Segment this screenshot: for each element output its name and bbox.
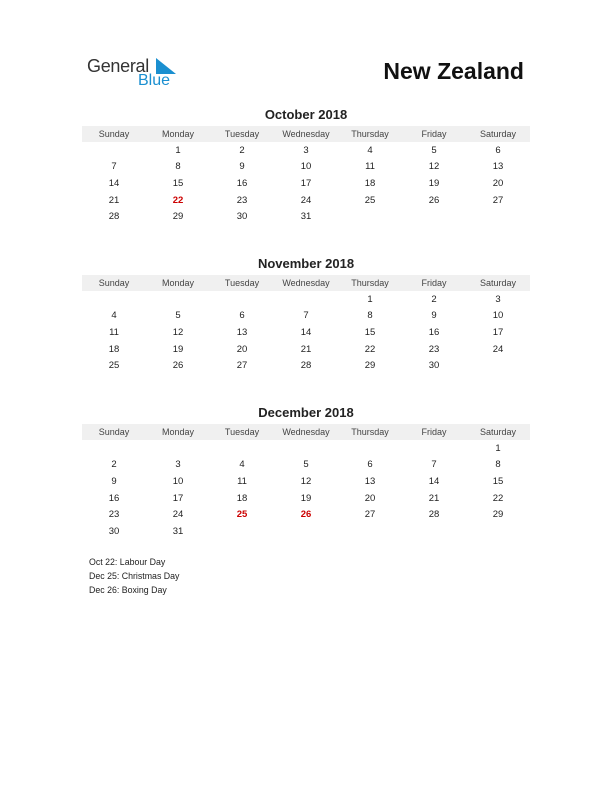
date-cell: 10 xyxy=(172,475,184,487)
date-cell: 23 xyxy=(428,343,440,355)
date-cell: 5 xyxy=(303,459,309,471)
date-cell: 1 xyxy=(367,293,373,305)
logo-text-blue: Blue xyxy=(138,72,171,89)
date-cell: 22 xyxy=(492,492,504,504)
date-cell: 20 xyxy=(236,343,248,355)
date-cell: 26 xyxy=(172,360,184,372)
weekday-label: Tuesday xyxy=(224,278,260,288)
holiday-date-cell: 22 xyxy=(172,194,184,206)
week-row xyxy=(82,457,530,474)
date-cell: 25 xyxy=(364,194,376,206)
date-cell: 11 xyxy=(109,326,119,338)
date-cell: 24 xyxy=(172,509,184,521)
date-cell: 30 xyxy=(108,525,120,537)
date-cell: 13 xyxy=(236,326,248,338)
month-calendar-november xyxy=(82,256,530,374)
weekday-label: Sunday xyxy=(98,278,130,288)
date-cell: 23 xyxy=(236,194,248,206)
date-cell: 27 xyxy=(364,509,376,521)
date-cell: 23 xyxy=(108,509,120,521)
weekday-label: Wednesday xyxy=(282,278,330,288)
date-cell: 13 xyxy=(492,161,504,173)
date-cell: 27 xyxy=(492,194,504,206)
week-row xyxy=(82,357,530,374)
date-cell: 11 xyxy=(237,475,247,487)
date-cell: 2 xyxy=(431,293,437,305)
date-cell: 25 xyxy=(108,360,120,372)
date-cell: 5 xyxy=(431,144,437,156)
week-row xyxy=(82,490,530,507)
weekday-label: Sunday xyxy=(98,129,130,139)
month-calendar-october xyxy=(82,107,530,225)
date-cell: 9 xyxy=(239,161,245,173)
date-cell: 12 xyxy=(300,475,312,487)
date-cell: 21 xyxy=(300,343,312,355)
weekday-label: Wednesday xyxy=(282,427,330,437)
date-cell: 4 xyxy=(239,459,245,471)
date-cell: 6 xyxy=(239,310,245,322)
date-cell: 21 xyxy=(428,492,440,504)
date-cell: 20 xyxy=(364,492,376,504)
date-cell: 12 xyxy=(172,326,184,338)
date-cell: 9 xyxy=(431,310,437,322)
date-cell: 14 xyxy=(428,475,440,487)
date-cell: 27 xyxy=(236,360,248,372)
week-row xyxy=(82,308,530,325)
week-row xyxy=(82,440,530,457)
date-cell: 22 xyxy=(364,343,376,355)
date-cell: 4 xyxy=(367,144,373,156)
date-cell: 29 xyxy=(492,509,504,521)
date-cell: 8 xyxy=(495,459,501,471)
date-cell: 17 xyxy=(172,492,184,504)
month-title: October 2018 xyxy=(264,107,348,122)
date-cell: 28 xyxy=(428,509,440,521)
date-cell: 14 xyxy=(300,326,312,338)
date-cell: 8 xyxy=(175,161,181,173)
date-cell: 8 xyxy=(367,310,373,322)
week-row xyxy=(82,341,530,358)
weekday-label: Friday xyxy=(421,129,447,139)
month-calendar-december xyxy=(82,405,530,540)
date-cell: 10 xyxy=(492,310,504,322)
weekday-label: Monday xyxy=(161,427,195,437)
weekday-label: Saturday xyxy=(479,129,517,139)
date-cell: 16 xyxy=(428,326,440,338)
date-cell: 2 xyxy=(239,144,245,156)
weekday-label: Saturday xyxy=(479,278,517,288)
date-cell: 3 xyxy=(175,459,181,471)
date-cell: 19 xyxy=(172,343,184,355)
month-title: November 2018 xyxy=(257,256,355,271)
date-cell: 15 xyxy=(492,475,504,487)
date-cell: 19 xyxy=(300,492,312,504)
date-cell: 31 xyxy=(172,525,184,537)
weekday-label: Friday xyxy=(421,278,447,288)
month-title: December 2018 xyxy=(258,405,354,420)
date-cell: 7 xyxy=(431,459,437,471)
week-row xyxy=(82,506,530,523)
date-cell: 13 xyxy=(364,475,376,487)
date-cell: 11 xyxy=(365,161,375,173)
date-cell: 29 xyxy=(172,211,184,223)
date-cell: 6 xyxy=(367,459,373,471)
week-row xyxy=(82,192,530,209)
week-row xyxy=(82,291,530,308)
date-cell: 1 xyxy=(495,442,501,454)
week-row xyxy=(82,208,530,225)
date-cell: 14 xyxy=(108,177,120,189)
date-cell: 16 xyxy=(108,492,120,504)
date-cell: 24 xyxy=(492,343,504,355)
week-row xyxy=(82,159,530,176)
weekday-label: Sunday xyxy=(98,427,130,437)
country-title: New Zealand xyxy=(383,58,524,84)
date-cell: 19 xyxy=(428,177,440,189)
week-row xyxy=(82,142,530,159)
holiday-note: Dec 26: Boxing Day xyxy=(89,585,167,595)
weekday-header-row xyxy=(82,424,530,440)
weekday-label: Monday xyxy=(161,278,195,288)
weekday-label: Tuesday xyxy=(224,129,260,139)
date-cell: 18 xyxy=(108,343,120,355)
date-cell: 30 xyxy=(428,360,440,372)
week-row xyxy=(82,324,530,341)
date-cell: 7 xyxy=(303,310,309,322)
date-cell: 12 xyxy=(428,161,440,173)
date-cell: 18 xyxy=(364,177,376,189)
date-cell: 28 xyxy=(108,211,120,223)
date-cell: 3 xyxy=(495,293,501,305)
weekday-label: Thursday xyxy=(351,278,389,288)
date-cell: 17 xyxy=(300,177,312,189)
logo xyxy=(87,56,187,92)
weekday-label: Saturday xyxy=(479,427,517,437)
date-cell: 26 xyxy=(428,194,440,206)
week-row xyxy=(82,523,530,540)
date-cell: 1 xyxy=(175,144,181,156)
date-cell: 20 xyxy=(492,177,504,189)
date-cell: 3 xyxy=(303,144,309,156)
date-cell: 16 xyxy=(236,177,248,189)
date-cell: 28 xyxy=(300,360,312,372)
date-cell: 21 xyxy=(108,194,120,206)
weekday-label: Wednesday xyxy=(282,129,330,139)
logo-text-general: General xyxy=(87,56,149,76)
weekday-label: Tuesday xyxy=(224,427,260,437)
date-cell: 5 xyxy=(175,310,181,322)
date-cell: 6 xyxy=(495,144,501,156)
date-cell: 24 xyxy=(300,194,312,206)
date-cell: 15 xyxy=(364,326,376,338)
date-cell: 10 xyxy=(300,161,312,173)
date-cell: 2 xyxy=(111,459,117,471)
date-cell: 7 xyxy=(111,161,117,173)
date-cell: 4 xyxy=(111,310,117,322)
week-row xyxy=(82,175,530,192)
date-cell: 15 xyxy=(172,177,184,189)
weekday-label: Thursday xyxy=(351,427,389,437)
holiday-date-cell: 25 xyxy=(236,509,248,521)
holiday-notes xyxy=(89,555,179,597)
date-cell: 17 xyxy=(492,326,504,338)
date-cell: 30 xyxy=(236,211,248,223)
weekday-header-row xyxy=(82,126,530,142)
weekday-label: Friday xyxy=(421,427,447,437)
holiday-note: Oct 22: Labour Day xyxy=(89,557,166,567)
weekday-header-row xyxy=(82,275,530,291)
date-cell: 18 xyxy=(236,492,248,504)
weekday-label: Monday xyxy=(161,129,195,139)
date-cell: 9 xyxy=(111,475,117,487)
date-cell: 29 xyxy=(364,360,376,372)
holiday-date-cell: 26 xyxy=(300,509,312,521)
holiday-note: Dec 25: Christmas Day xyxy=(89,571,180,581)
weekday-label: Thursday xyxy=(351,129,389,139)
date-cell: 31 xyxy=(300,211,312,223)
week-row xyxy=(82,473,530,490)
